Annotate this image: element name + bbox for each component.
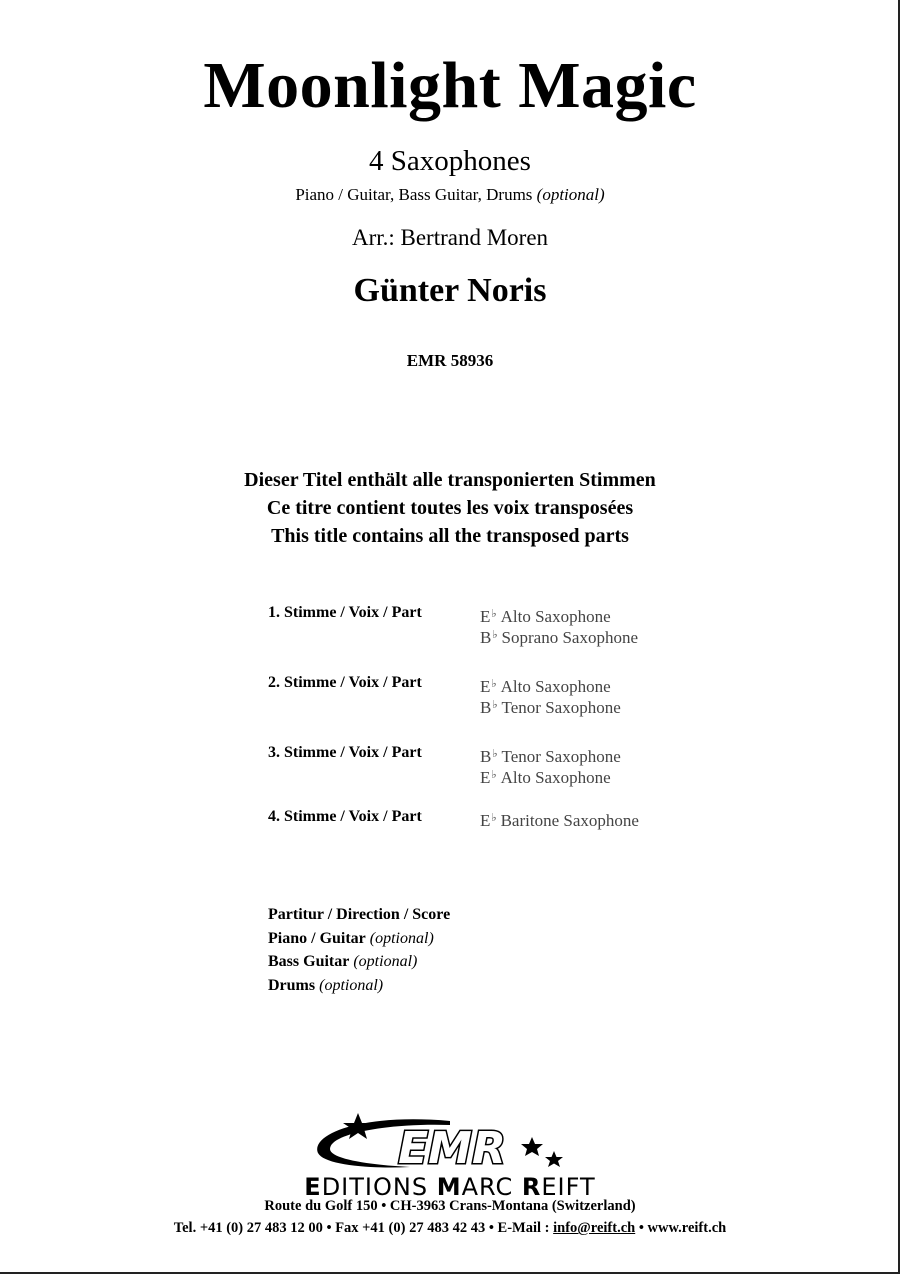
part-instrument: E♭ Alto Saxophone [480,768,611,787]
flat-symbol: ♭ [492,629,498,641]
optional-note: (optional) [536,185,605,204]
flat-symbol: ♭ [492,748,498,760]
website: • www.reift.ch [635,1220,727,1236]
part-instruments [480,675,621,717]
part-label: 4. Stimme / Voix / Part [268,808,422,825]
part-instrument: E♭ Alto Saxophone [480,607,611,626]
email-link[interactable]: info@reift.ch [553,1220,636,1236]
part-instrument: E♭ Alto Saxophone [480,677,611,696]
notice-line-de: Dieser Titel enthält alle transponierten Stimmen [244,469,656,491]
flat-symbol: ♭ [491,608,497,620]
flat-symbol: ♭ [491,812,497,824]
star-icon [521,1137,543,1156]
additional-parts-list [268,903,450,997]
extra-drums: Drums (optional) [268,976,384,994]
flat-symbol: ♭ [491,678,497,690]
page-title: Moonlight Magic [203,49,697,122]
publisher-contact: Tel. +41 (0) 27 483 12 00 • Fax +41 (0) 27 483 42 43 • E-Mail : info@reift.ch • www.reift.ch [173,1220,727,1236]
notice-line-en: This title contains all the transposed parts [271,525,629,547]
part-label: 2. Stimme / Voix / Part [268,674,422,691]
flat-symbol: ♭ [492,699,498,711]
part-instrument: B♭ Soprano Saxophone [480,628,639,647]
transposition-notice [0,466,900,550]
instrumentation-line [0,185,900,205]
arranger: Arr.: Bertrand Moren [351,225,549,250]
publisher-address: Route du Golf 150 • CH-3963 Crans-Montana (Switzerland) [264,1198,636,1214]
extra-piano: Piano / Guitar (optional) [268,929,434,947]
part-instrument: B♭ Tenor Saxophone [480,747,621,766]
logo-text: EMR [398,1123,506,1174]
emr-logo [300,1105,600,1175]
publisher-name: EDITIONS MARC REIFT [304,1173,596,1201]
part-label: 3. Stimme / Voix / Part [268,744,422,761]
extra-score: Partitur / Direction / Score [268,906,451,923]
part-instruments [480,605,638,647]
instrumentation-text: Piano / Guitar, Bass Guitar, Drums [295,185,533,204]
notice-line-fr: Ce titre contient toutes les voix transposées [266,497,634,519]
extra-bass: Bass Guitar (optional) [268,953,418,970]
subtitle: 4 Saxophones [369,145,531,177]
part-instrument: B♭ Tenor Saxophone [480,698,621,717]
flat-symbol: ♭ [491,769,497,781]
catalog-number: EMR 58936 [406,351,494,370]
part-instrument: E♭ Baritone Saxophone [480,811,639,830]
part-label: 1. Stimme / Voix / Part [268,604,422,621]
part-instruments [480,745,621,787]
composer: Günter Noris [353,272,547,309]
part-instruments [480,809,639,830]
star-icon [545,1151,563,1167]
